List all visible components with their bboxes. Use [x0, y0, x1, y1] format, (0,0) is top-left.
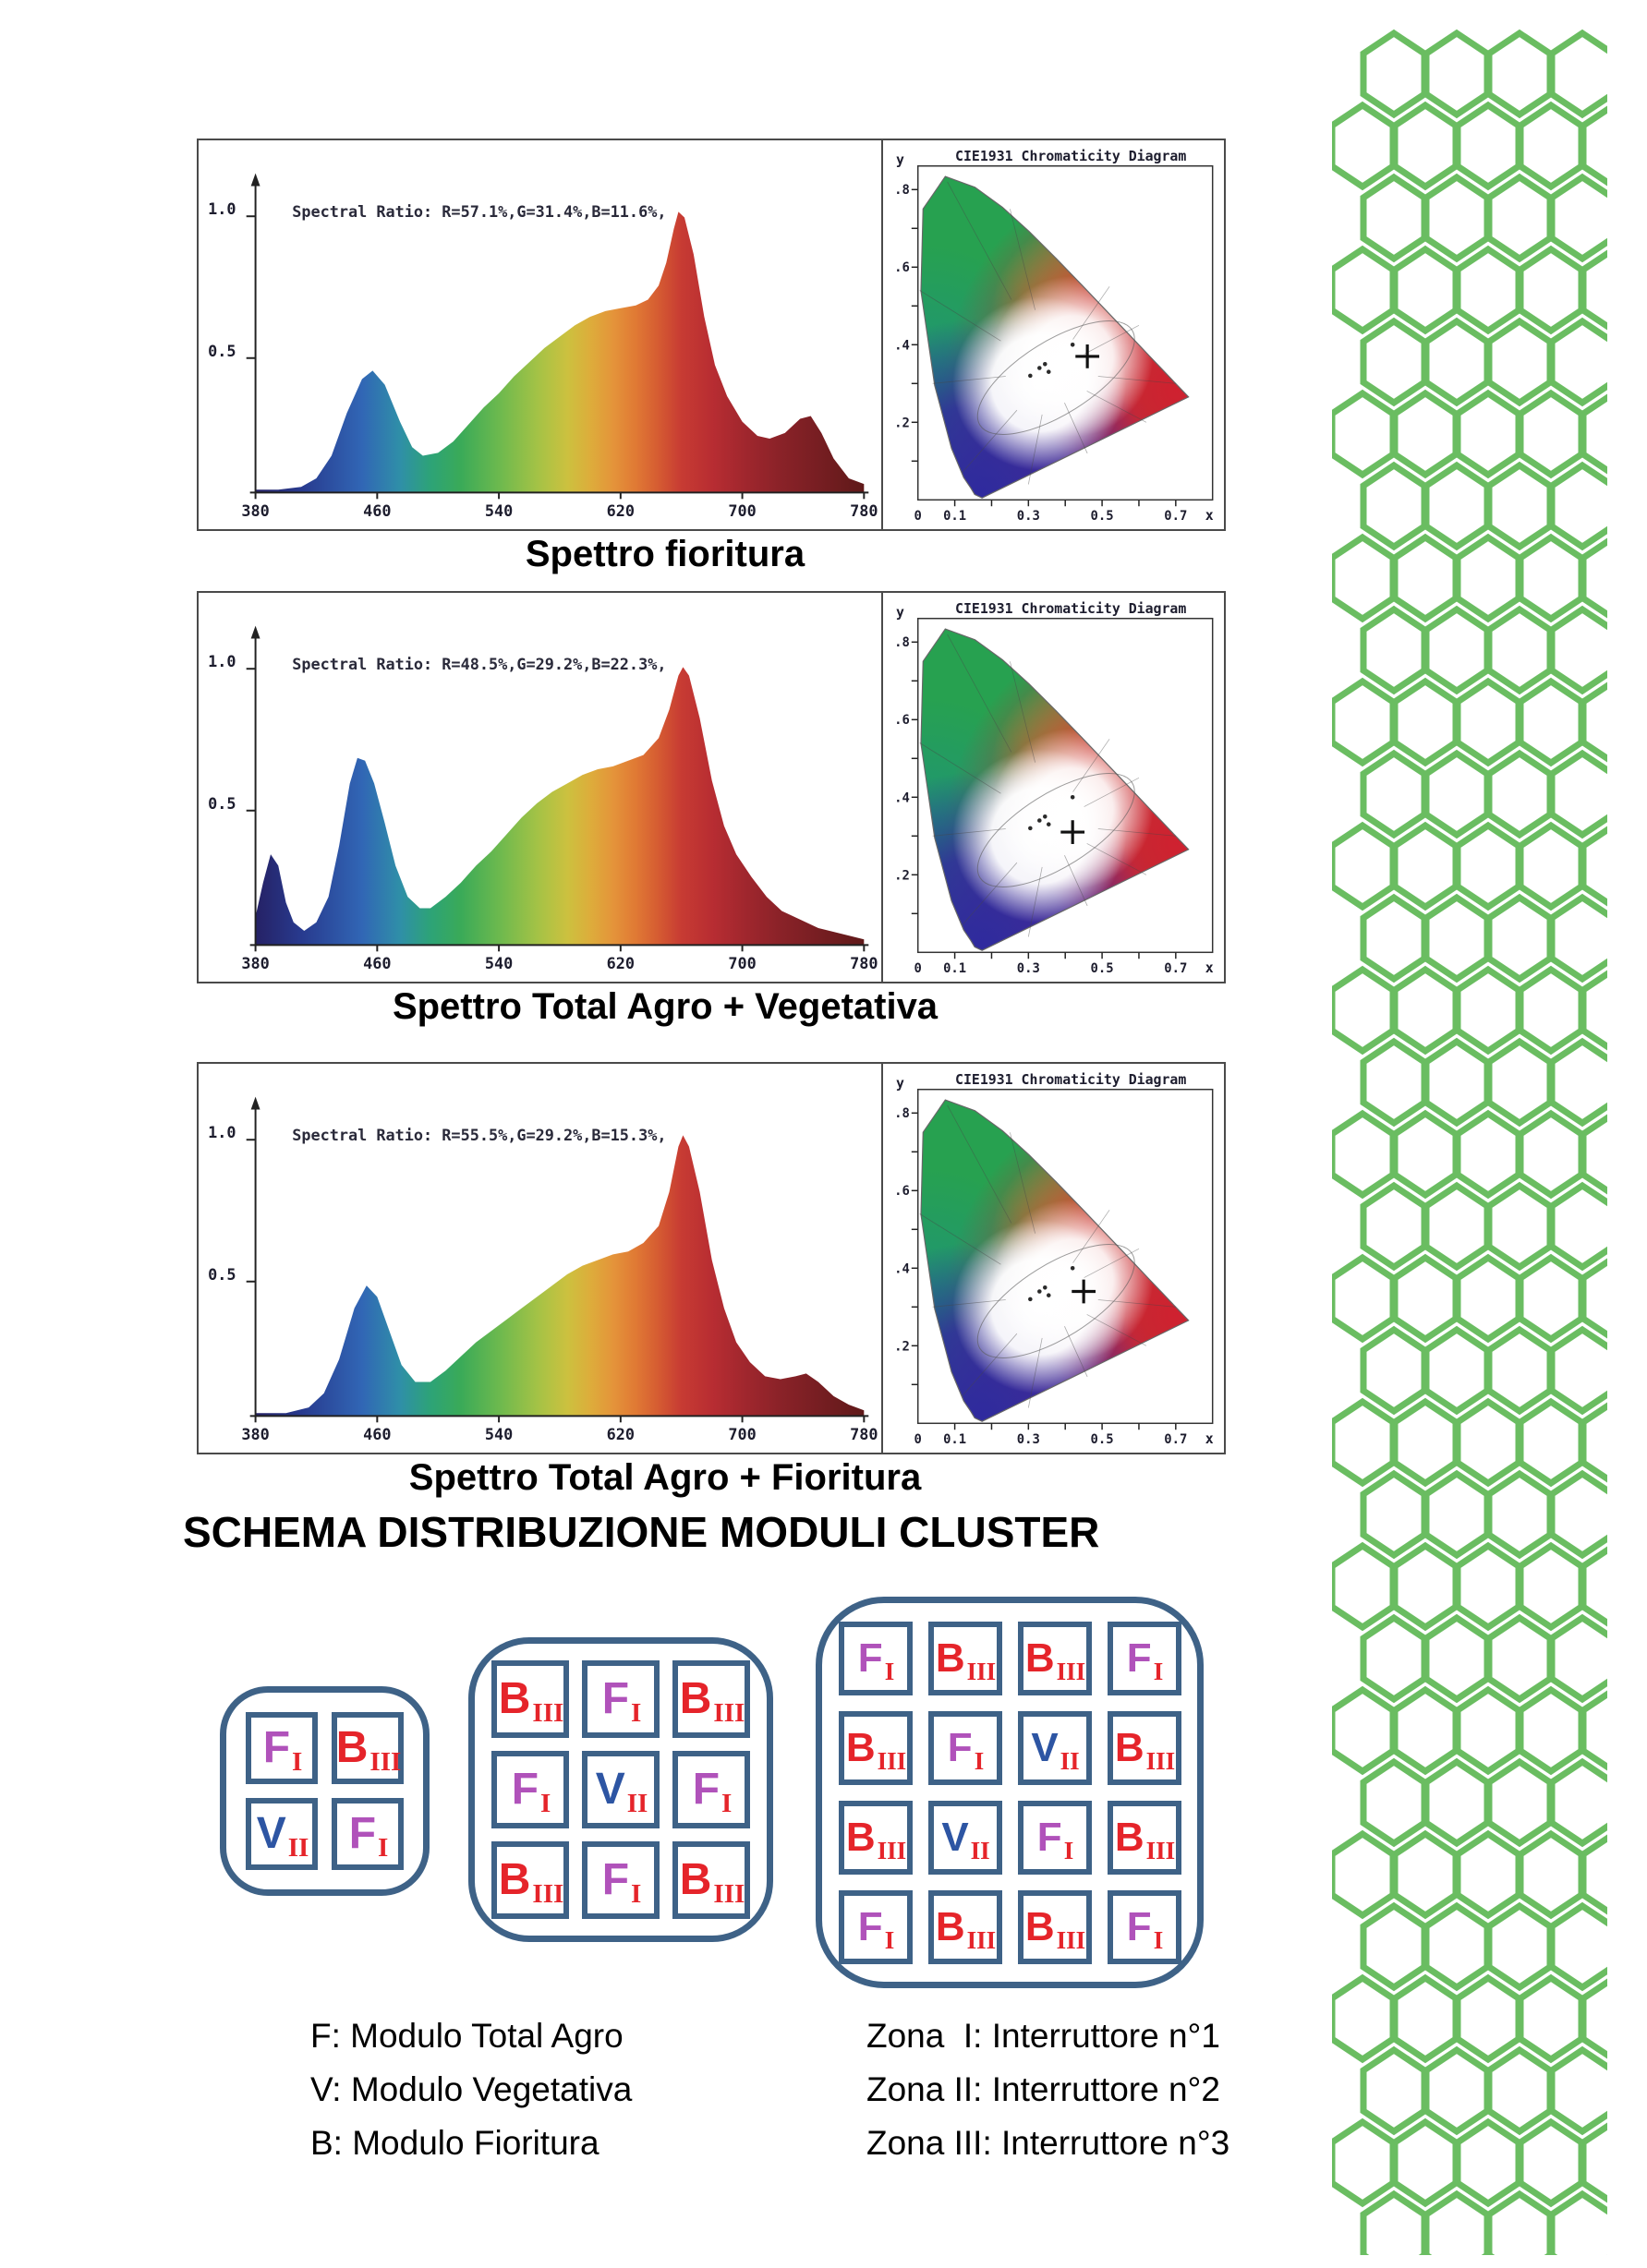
schema-heading: SCHEMA DISTRIBUZIONE MODULI CLUSTER — [183, 1508, 1100, 1556]
module-letter: V — [595, 1765, 625, 1814]
zone-numeral: III — [1056, 1926, 1086, 1954]
module-cell — [491, 1660, 569, 1738]
svg-text:.4: .4 — [894, 1261, 911, 1277]
svg-text:.6: .6 — [894, 713, 911, 729]
module-cell — [1108, 1890, 1181, 1964]
module-cell — [839, 1801, 913, 1875]
zone-numeral: I — [1153, 1658, 1164, 1685]
svg-text:0.5: 0.5 — [208, 341, 236, 360]
module-cell — [491, 1751, 569, 1828]
zone-numeral: III — [532, 1697, 564, 1728]
svg-text:0: 0 — [914, 961, 923, 977]
chart-caption: Spettro Total Agro + Fioritura — [408, 1457, 922, 1498]
module-cell — [1108, 1801, 1181, 1875]
module-cell — [582, 1660, 660, 1738]
svg-text:0.7: 0.7 — [1164, 961, 1188, 977]
module-letter: B — [679, 1855, 712, 1904]
svg-text:.2: .2 — [894, 868, 911, 884]
zone-numeral: II — [970, 1837, 990, 1864]
module-letter: F — [857, 1903, 883, 1949]
chart-caption: Spettro fioritura — [525, 534, 805, 574]
zone-numeral: I — [292, 1746, 303, 1777]
svg-text:620: 620 — [606, 501, 636, 521]
module-cell — [1018, 1622, 1092, 1695]
svg-text:700: 700 — [728, 954, 757, 973]
cluster-grid-2x2 — [220, 1686, 430, 1896]
module-letter: V — [1031, 1724, 1059, 1770]
module-letter: F — [601, 1674, 630, 1723]
svg-text:780: 780 — [850, 501, 878, 521]
zone-numeral: I — [1063, 1837, 1074, 1864]
svg-text:.6: .6 — [894, 1184, 911, 1200]
zone-numeral: II — [287, 1832, 309, 1863]
legend-line: B: Modulo Fioritura — [310, 2124, 599, 2162]
module-letter: B — [1024, 1903, 1055, 1949]
zone-numeral: I — [1153, 1926, 1164, 1954]
module-legend — [310, 2009, 632, 2170]
svg-text:x: x — [1205, 1430, 1215, 1448]
module-letter: V — [941, 1814, 969, 1860]
svg-text:380: 380 — [241, 1425, 270, 1444]
module-cell — [582, 1751, 660, 1828]
module-cell — [1018, 1890, 1092, 1964]
chart-block-total-agro-vegetativa — [197, 591, 1226, 983]
chart-block-total-agro-fioritura — [197, 1062, 1226, 1454]
module-cell — [491, 1841, 569, 1919]
module-letter: B — [1114, 1724, 1144, 1770]
module-cell — [672, 1841, 750, 1919]
svg-text:.2: .2 — [894, 1339, 911, 1355]
svg-text:460: 460 — [363, 501, 392, 521]
zone-numeral: III — [1056, 1658, 1086, 1685]
svg-text:0.7: 0.7 — [1164, 1432, 1188, 1448]
svg-text:700: 700 — [728, 1425, 757, 1444]
zone-numeral: I — [884, 1926, 895, 1954]
zone-numeral: III — [877, 1747, 907, 1775]
module-letter: B — [498, 1674, 531, 1723]
svg-text:540: 540 — [484, 1425, 514, 1444]
svg-text:620: 620 — [606, 954, 636, 973]
zone-numeral: I — [631, 1878, 642, 1909]
svg-text:540: 540 — [484, 954, 514, 973]
module-cell — [1018, 1801, 1092, 1875]
module-letter: B — [935, 1903, 965, 1949]
zone-numeral: III — [713, 1878, 745, 1909]
spectrum-svg — [199, 1064, 881, 1453]
legend-line: F: Modulo Total Agro — [310, 2017, 624, 2055]
spectral-plot-total-agro-vegetativa — [199, 593, 881, 982]
svg-text:.2: .2 — [894, 416, 911, 431]
svg-text:CIE1931 Chromaticity Diagram: CIE1931 Chromaticity Diagram — [955, 147, 1187, 164]
svg-text:540: 540 — [484, 501, 514, 521]
svg-text:CIE1931 Chromaticity Diagram: CIE1931 Chromaticity Diagram — [955, 599, 1187, 617]
svg-text:1.0: 1.0 — [208, 1123, 236, 1142]
module-cell — [839, 1711, 913, 1785]
svg-text:1.0: 1.0 — [208, 199, 236, 219]
svg-text:380: 380 — [241, 501, 270, 521]
legend-line: Zona I: Interruttore n°1 — [866, 2017, 1220, 2055]
zone-legend — [866, 2009, 1229, 2170]
module-cell — [928, 1801, 1002, 1875]
module-letter: B — [935, 1635, 965, 1681]
zone-numeral: III — [966, 1658, 997, 1685]
legend-line: Zona II: Interruttore n°2 — [866, 2070, 1220, 2108]
chart-block-fioritura — [197, 139, 1226, 531]
zone-numeral: III — [369, 1746, 402, 1777]
module-cell — [332, 1798, 404, 1870]
module-letter: F — [947, 1724, 973, 1770]
svg-text:0.3: 0.3 — [1017, 509, 1041, 525]
svg-text:x: x — [1205, 959, 1215, 977]
module-letter: F — [692, 1765, 721, 1814]
zone-numeral: I — [540, 1788, 551, 1818]
module-cell — [839, 1622, 913, 1695]
svg-text:0: 0 — [914, 1432, 923, 1448]
zone-numeral: II — [1060, 1747, 1080, 1775]
svg-text:380: 380 — [241, 954, 270, 973]
module-cell — [246, 1712, 318, 1784]
svg-text:Spectral Ratio: R=57.1%,G=31.: Spectral Ratio: R=57.1%,G=31.4%,B=11.6%, — [292, 202, 667, 222]
honeycomb-pattern — [1332, 26, 1607, 2255]
cie-chromaticity-diagram — [881, 593, 1224, 982]
svg-text:CIE1931 Chromaticity Diagram: CIE1931 Chromaticity Diagram — [955, 1070, 1187, 1088]
module-cell — [839, 1890, 913, 1964]
legend-line: Zona III: Interruttore n°3 — [866, 2124, 1230, 2162]
zone-numeral: I — [721, 1788, 733, 1818]
module-cell — [928, 1890, 1002, 1964]
module-letter: B — [1114, 1814, 1144, 1860]
svg-text:780: 780 — [850, 1425, 878, 1444]
zone-numeral: III — [1145, 1747, 1176, 1775]
svg-text:.4: .4 — [894, 790, 911, 806]
zone-numeral: III — [1145, 1837, 1176, 1864]
cie-svg — [883, 1064, 1224, 1453]
zone-numeral: III — [713, 1697, 745, 1728]
module-cell — [672, 1660, 750, 1738]
svg-text:1.0: 1.0 — [208, 652, 236, 671]
cluster-grid-4x4 — [816, 1597, 1204, 1988]
legend-line: V: Modulo Vegetativa — [310, 2070, 633, 2108]
honeycomb-svg — [1332, 26, 1607, 2255]
svg-text:.8: .8 — [894, 635, 911, 651]
svg-text:620: 620 — [606, 1425, 636, 1444]
zone-numeral: II — [626, 1788, 648, 1818]
svg-text:x: x — [1205, 507, 1215, 525]
svg-text:0.5: 0.5 — [208, 1264, 236, 1284]
svg-text:0.5: 0.5 — [1090, 1432, 1114, 1448]
spectral-plot-fioritura — [199, 140, 881, 529]
svg-text:Spectral Ratio: R=55.5%,G=29.: Spectral Ratio: R=55.5%,G=29.2%,B=15.3%, — [292, 1126, 667, 1145]
svg-text:.4: .4 — [894, 338, 911, 354]
module-cell — [1108, 1622, 1181, 1695]
svg-text:0: 0 — [914, 509, 923, 525]
cie-chromaticity-diagram — [881, 1064, 1224, 1453]
zone-numeral: III — [966, 1926, 997, 1954]
svg-text:460: 460 — [363, 954, 392, 973]
zone-numeral: III — [877, 1837, 907, 1864]
svg-text:780: 780 — [850, 954, 878, 973]
module-cell — [582, 1841, 660, 1919]
module-letter: B — [679, 1674, 712, 1723]
svg-text:0.1: 0.1 — [943, 509, 967, 525]
svg-text:.6: .6 — [894, 260, 911, 276]
module-letter: B — [845, 1814, 876, 1860]
zone-numeral: III — [532, 1878, 564, 1909]
module-letter: B — [335, 1723, 369, 1772]
zone-numeral: I — [378, 1832, 389, 1863]
module-letter: F — [262, 1723, 291, 1772]
module-letter: V — [256, 1809, 286, 1858]
module-letter: F — [511, 1765, 539, 1814]
zone-numeral: I — [631, 1697, 642, 1728]
svg-text:0.5: 0.5 — [208, 793, 236, 813]
module-cell — [672, 1751, 750, 1828]
zone-numeral: I — [884, 1658, 895, 1685]
svg-text:700: 700 — [728, 501, 757, 521]
spectrum-svg — [199, 593, 881, 982]
svg-text:Spectral Ratio: R=48.5%,G=29.: Spectral Ratio: R=48.5%,G=29.2%,B=22.3%, — [292, 655, 667, 674]
module-cell — [928, 1711, 1002, 1785]
zone-numeral: I — [974, 1747, 985, 1775]
spectral-plot-total-agro-fioritura — [199, 1064, 881, 1453]
cluster-grid-3x3 — [468, 1637, 773, 1942]
module-cell — [332, 1712, 404, 1784]
module-cell — [246, 1798, 318, 1870]
svg-text:0.1: 0.1 — [943, 1432, 967, 1448]
svg-text:y: y — [896, 603, 905, 621]
cie-svg — [883, 593, 1224, 982]
svg-text:0.3: 0.3 — [1017, 961, 1041, 977]
svg-text:.8: .8 — [894, 1106, 911, 1122]
svg-text:0.7: 0.7 — [1164, 509, 1188, 525]
module-cell — [928, 1622, 1002, 1695]
svg-text:.8: .8 — [894, 183, 911, 199]
module-letter: F — [1126, 1635, 1152, 1681]
module-letter: B — [1024, 1635, 1055, 1681]
chart-caption: Spettro Total Agro + Vegetativa — [392, 986, 939, 1027]
cie-svg — [883, 140, 1224, 529]
module-letter: F — [348, 1809, 377, 1858]
svg-text:0.5: 0.5 — [1090, 961, 1114, 977]
module-letter: F — [1126, 1903, 1152, 1949]
svg-text:0.1: 0.1 — [943, 961, 967, 977]
module-letter: B — [845, 1724, 876, 1770]
module-letter: F — [1036, 1814, 1062, 1860]
spectrum-svg — [199, 140, 881, 529]
svg-text:y: y — [896, 1074, 905, 1092]
module-cell — [1108, 1711, 1181, 1785]
module-letter: B — [498, 1855, 531, 1904]
svg-text:460: 460 — [363, 1425, 392, 1444]
module-cell — [1018, 1711, 1092, 1785]
svg-text:0.3: 0.3 — [1017, 1432, 1041, 1448]
cie-chromaticity-diagram — [881, 140, 1224, 529]
svg-text:0.5: 0.5 — [1090, 509, 1114, 525]
module-letter: F — [857, 1635, 883, 1681]
module-letter: F — [601, 1855, 630, 1904]
svg-text:y: y — [896, 151, 905, 168]
